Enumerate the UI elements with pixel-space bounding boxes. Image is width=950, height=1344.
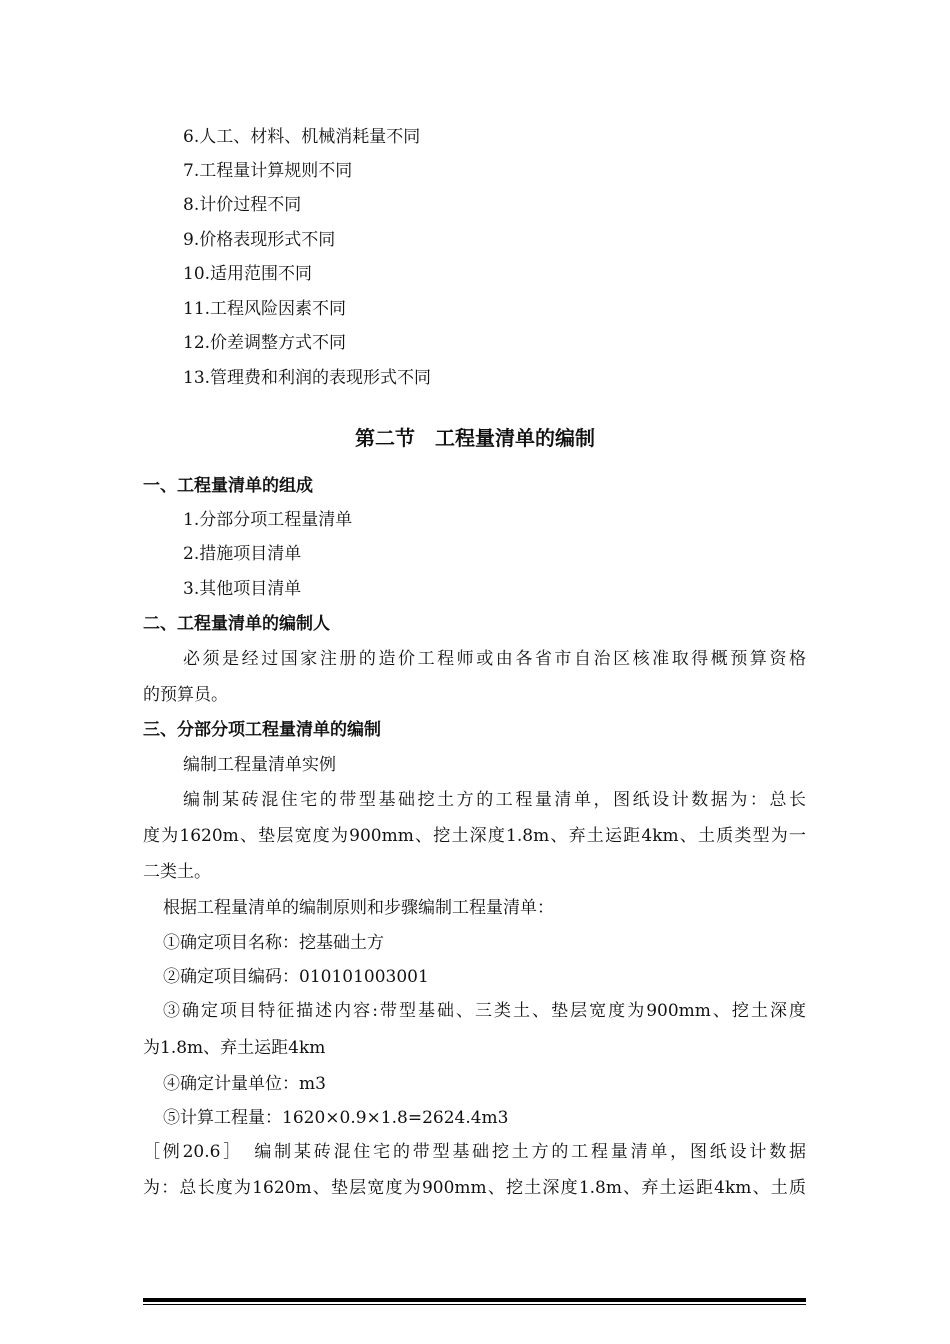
step-item: 为1.8m、弃土运距4km bbox=[143, 1038, 326, 1058]
heading-preparer: 二、工程量清单的编制人 bbox=[143, 614, 330, 634]
paragraph-line: 二类土。 bbox=[143, 862, 211, 882]
example-intro: 编制工程量清单实例 bbox=[183, 755, 336, 775]
list-item: 8.计价过程不同 bbox=[183, 195, 302, 215]
list-item: 9.价格表现形式不同 bbox=[183, 230, 336, 250]
step-item: ①确定项目名称：挖基础土方 bbox=[163, 933, 384, 953]
list-item: 1.分部分项工程量清单 bbox=[183, 510, 353, 530]
footer-rule-thin bbox=[143, 1304, 806, 1305]
heading-composition: 一、工程量清单的组成 bbox=[143, 476, 313, 496]
step-item: ⑤计算工程量：1620×0.9×1.8=2624.4m3 bbox=[163, 1108, 509, 1128]
list-item: 13.管理费和利润的表现形式不同 bbox=[183, 368, 432, 388]
heading-sub-items: 三、分部分项工程量清单的编制 bbox=[143, 720, 381, 740]
list-item: 10.适用范围不同 bbox=[183, 264, 313, 284]
step-item: ③确定项目特征描述内容:带型基础、三类土、垫层宽度为900mm、挖土深度 bbox=[163, 1001, 806, 1021]
step-item: ②确定项目编码：010101003001 bbox=[163, 967, 429, 987]
footer-rule bbox=[143, 1298, 806, 1302]
steps-intro: 根据工程量清单的编制原则和步骤编制工程量清单： bbox=[163, 898, 554, 918]
paragraph-line: 必须是经过国家注册的造价工程师或由各省市自治区核准取得概预算资格 bbox=[183, 649, 806, 669]
list-item: 12.价差调整方式不同 bbox=[183, 333, 347, 353]
list-item: 7.工程量计算规则不同 bbox=[183, 161, 353, 181]
paragraph-line: 编制某砖混住宅的带型基础挖土方的工程量清单，图纸设计数据为：总长 bbox=[183, 790, 806, 810]
example-line: 为：总长度为1620m、垫层宽度为900mm、挖土深度1.8m、弃土运距4km、土质 bbox=[143, 1178, 806, 1198]
list-item: 3.其他项目清单 bbox=[183, 579, 302, 599]
list-item: 2.措施项目清单 bbox=[183, 544, 302, 564]
paragraph-line: 度为1620m、垫层宽度为900mm、挖土深度1.8m、弃土运距4km、土质类型为一 bbox=[143, 826, 806, 846]
list-item: 6.人工、材料、机械消耗量不同 bbox=[183, 127, 421, 147]
step-item: ④确定计量单位：m3 bbox=[163, 1074, 326, 1094]
section-title: 第二节 工程量清单的编制 bbox=[355, 426, 595, 450]
example-line: ［例20.6］ 编制某砖混住宅的带型基础挖土方的工程量清单，图纸设计数据 bbox=[143, 1142, 806, 1162]
list-item: 11.工程风险因素不同 bbox=[183, 299, 347, 319]
paragraph-line: 的预算员。 bbox=[143, 685, 228, 705]
